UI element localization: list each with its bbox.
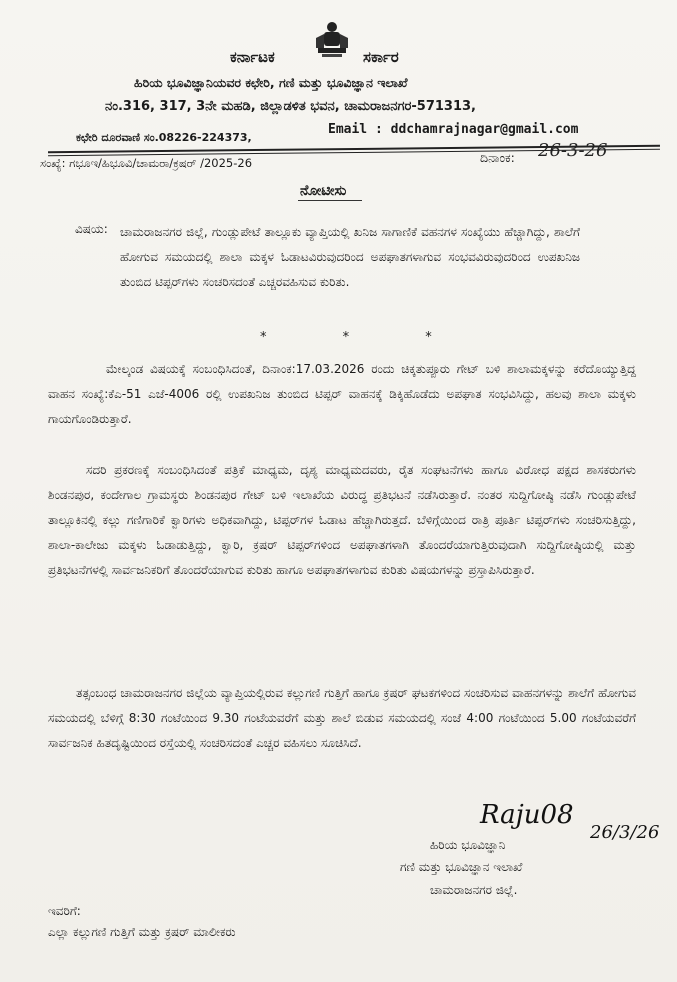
handwritten-signature: Raju08 [480, 800, 574, 830]
signatory-title: ಹಿರಿಯ ಭೂವಿಜ್ಞಾನಿ [430, 838, 506, 852]
paragraph-2: ಸದರಿ ಪ್ರಕರಣಕ್ಕೆ ಸಂಬಂಧಿಸಿದಂತೆ ಪತ್ರಿಕೆ ಮಾಧ್ಯಮ, ದೃಶ್ಯ ಮಾಧ್ಯಮದವರು, ರೈತ ಸಂಘಟನೆಗಳು ಹಾಗೂ ವಿರೋಧ ಪಕ್ಷದ ಶಾಸಕರುಗಳು ಶಿಂಡನಪುರ, ಕಂದೇಗಾಲ ಗ್ರಾಮಸ್ಥರು ಶಿಂಡನಪುರ ಗೇಟ್ ಬಳಿ ಇಲಾಖೆಯ ವಿರುದ್ಧ ಪ್ರತಿಭಟನೆ ನಡೆಸಿರುತ್ತಾರೆ. ನಂತರ ಸುದ್ದಿಗೋಷ್ಠಿ ನಡೆಸಿ ಗುಂಡ್ಲುಪೇಟೆ ತಾಲ್ಲೂಕಿನಲ್ಲಿ ಕಲ್ಲು ಗಣಿಗಾರಿಕೆ ಕ್ವಾರಿಗಳು ಅಧಿಕವಾಗಿದ್ದು, ಟಿಪ್ಪರ್‌ಗಳ ಓಡಾಟ ಹೆಚ್ಚಾಗಿರುತ್ತದೆ. ಬೆಳಿಗ್ಗೆಯಿಂದ ರಾತ್ರಿ ಪೂರ್ತಿ ಟಿಪ್ಪರ್‌ಗಳು ಸಂಚರಿಸುತ್ತಿದ್ದು, ಶಾಲಾ-ಕಾಲೇಜು ಮಕ್ಕಳು ಓಡಾಡುತ್ತಿದ್ದು, ಕ್ವಾರಿ, ಕ್ರಷರ್ ಟಿಪ್ಪರ್‌ಗಳಿಂದ ಅಪಘಾತಗಳಾಗಿ ತೊಂದರೆಯಾಗುತ್ತಿರುವುದಾಗಿ ಸುದ್ದಿಗೋಷ್ಠಿಯಲ್ಲಿ ಮತ್ತು ಪ್ರತಿಭಟನೆಗಳಲ್ಲಿ ಸಾರ್ವಜನಿಕರಿಗೆ ತೊಂದರೆಯಾಗುವ ಕುರಿತು ಹಾಗೂ ಅಪಘಾತಗಳಾಗುವ ಕುರಿತು ವಿಷಯಗಳನ್ನು ಪ್ರಸ್ತಾಪಿಸಿರುತ್ತಾರೆ. [48, 463, 636, 577]
paragraph-3: ತತ್ಸಂಬಂಧ ಚಾಮರಾಜನಗರ ಜಿಲ್ಲೆಯ ವ್ಯಾಪ್ತಿಯಲ್ಲಿರುವ ಕಲ್ಲುಗಣಿ ಗುತ್ತಿಗೆ ಹಾಗೂ ಕ್ರಷರ್ ಘಟಕಗಳಿಂದ ಸಂಚರಿಸುವ ವಾಹನಗಳನ್ನು ಶಾಲೆಗೆ ಹೋಗುವ ಸಮಯದಲ್ಲಿ ಬೆಳಿಗ್ಗೆ 8:30 ಗಂಟೆಯಿಂದ 9.30 ಗಂಟೆಯವರೆಗೆ ಮತ್ತು ಶಾಲೆ ಬಿಡುವ ಸಮಯದಲ್ಲಿ ಸಂಜೆ 4:00 ಗಂಟೆಯಿಂದ 5.00 ಗಂಟೆಯವರೆಗೆ ಸಾರ್ವಜನಿಕ ಹಿತದೃಷ್ಟಿಯಿಂದ ರಸ್ತೆಯಲ್ಲಿ ಸಂಚರಿಸದಂತೆ ಎಚ್ಚರ ವಹಿಸಲು ಸೂಚಿಸಿದೆ. [48, 686, 636, 750]
signatory-department: ಗಣಿ ಮತ್ತು ಭೂವಿಜ್ಞಾನ ಇಲಾಖೆ [400, 860, 523, 874]
notice-title-underline [298, 200, 362, 201]
header-right-title: ಸರ್ಕಾರ [363, 48, 399, 66]
notice-title: ನೋಟೀಸು [300, 183, 347, 199]
office-address: ನಂ.316, 317, 3ನೇ ಮಹಡಿ, ಜಿಲ್ಲಾಡಳಿತ ಭವನ, ಚಾಮರಾಜನಗರ-571313, [105, 99, 476, 114]
state-emblem-icon [310, 18, 354, 62]
signatory-district: ಚಾಮರಾಜನಗರ ಜಿಲ್ಲೆ. [430, 883, 518, 897]
reference-number: ಸಂಖ್ಯೆ: ಗಭೂಇ/ಹಿಭೂವಿ/ಚಾಮರಾ/ಕ್ರಷರ್ /2025-26 [40, 156, 253, 170]
date-label: ದಿನಾಂಕ: [480, 150, 515, 165]
subject-text: ಚಾಮರಾಜನಗರ ಜಿಲ್ಲೆ, ಗುಂಡ್ಲುಪೇಟೆ ತಾಲ್ಲೂಕು ವ್ಯಾಪ್ತಿಯಲ್ಲಿ ಖನಿಜ ಸಾಗಾಣಿಕೆ ವಹನಗಳ ಸಂಖ್ಯೆಯು ಹೆಚ್ಚಾಗಿದ್ದು, ಶಾಲೆಗೆ ಹೋಗುವ ಸಮಯದಲ್ಲಿ ಶಾಲಾ ಮಕ್ಕಳ ಓಡಾಟವಿರುವುದರಿಂದ ಅಪಘಾತಗಳಾಗುವ ಸಂಭವವಿರುವುದರಿಂದ ಉಪಖನಿಜ ತುಂಬಿದ ಟಿಪ್ಪರ್‌ಗಳು ಸಂಚರಿಸದಂತೆ ಎಚ್ಚರವಹಿಸುವ ಕುರಿತು. [120, 225, 580, 289]
paragraph-1: ಮೇಲ್ಕಂಡ ವಿಷಯಕ್ಕೆ ಸಂಬಂಧಿಸಿದಂತೆ, ದಿನಾಂಕ:17.03.2026 ರಂದು ಚಿಕ್ಕತುಪ್ಪೂರು ಗೇಟ್ ಬಳಿ ಶಾಲಾಮಕ್ಕಳನ್ನು ಕರೆದೊಯ್ಯುತ್ತಿದ್ದ ವಾಹನ ಸಂಖ್ಯೆ:ಕೆಎ-51 ಎಜೆ-4006 ರಲ್ಲಿ ಉಪಖನಿಜ ತುಂಬಿದ ಟಿಪ್ಪರ್ ವಾಹನಕ್ಕೆ ಡಿಕ್ಕಿಹೊಡೆದು ಅಪಘಾತ ಸಂಭವಿಸಿದ್ದು, ಹಲವು ಶಾಲಾ ಮಕ್ಕಳು ಗಾಯಗೊಂಡಿರುತ್ತಾರೆ. [48, 362, 636, 426]
office-email: Email : ddchamrajnagar@gmail.com [328, 122, 579, 137]
date-handwritten: 26-3-26 [538, 140, 608, 161]
subject-label: ವಿಷಯ: [75, 222, 108, 236]
header-left-title: ಕರ್ನಾಟಕ [230, 48, 275, 66]
office-name: ಹಿರಿಯ ಭೂವಿಜ್ಞಾನಿಯವರ ಕಛೇರಿ, ಗಣಿ ಮತ್ತು ಭೂವಿಜ್ಞಾನ ಇಲಾಖೆ [134, 75, 408, 90]
section-separator: * * * [260, 330, 468, 345]
recipients-text: ಎಲ್ಲಾ ಕಲ್ಲುಗಣಿ ಗುತ್ತಿಗೆ ಮತ್ತು ಕ್ರಷರ್ ಮಾಲೀಕರು [48, 925, 236, 939]
office-phone: ಕಛೇರಿ ದೂರವಾಣಿ ಸಂ.08226-224373, [76, 131, 252, 144]
signature-date: 26/3/26 [590, 822, 660, 843]
recipients-label: ಇವರಿಗೆ: [48, 904, 81, 918]
